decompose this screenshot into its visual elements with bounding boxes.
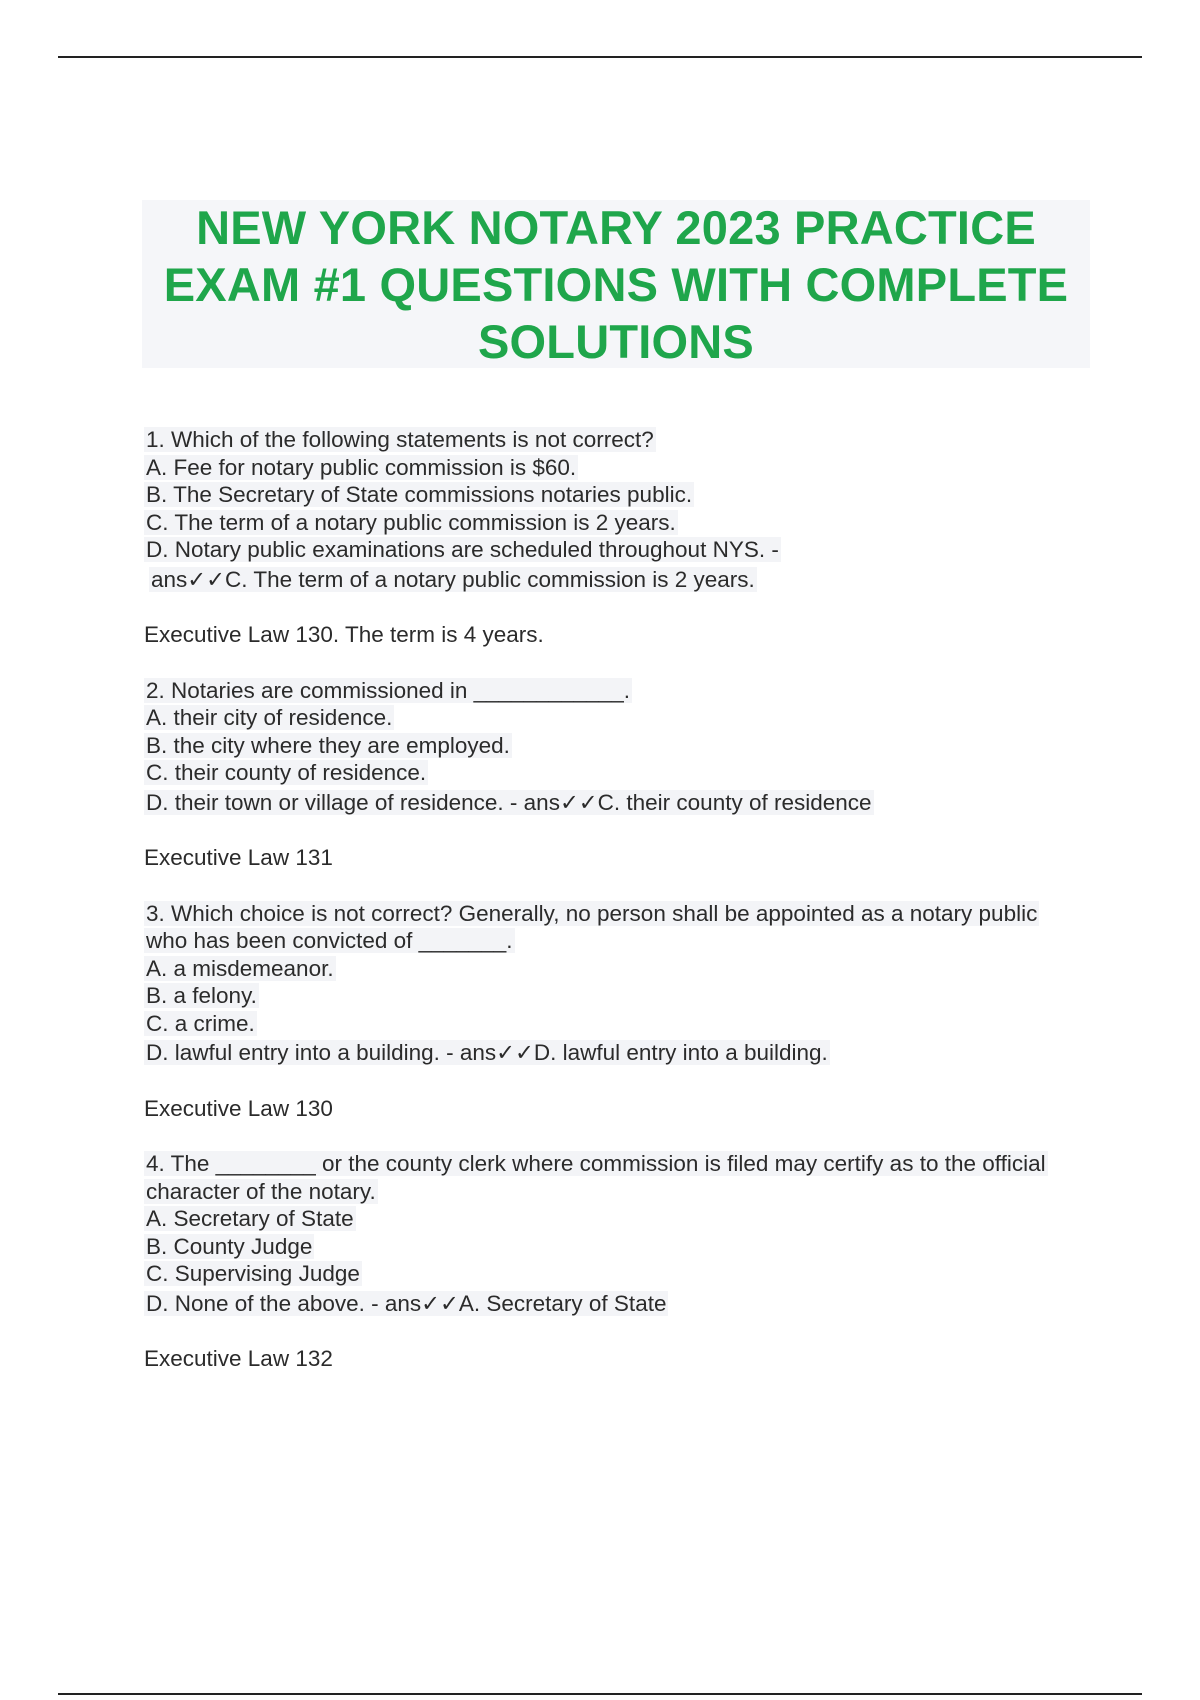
- option-c: C. their county of residence.: [146, 760, 427, 785]
- option-b: B. a felony.: [146, 983, 257, 1008]
- title-line: EXAM #1 QUESTIONS WITH COMPLETE: [163, 257, 1069, 311]
- title-line: SOLUTIONS: [478, 314, 754, 368]
- option-b: B. the city where they are employed.: [146, 732, 510, 758]
- answer-line: D. None of the above. - ans✓✓A. Secretary of State: [146, 1290, 667, 1316]
- question-4: [144, 1150, 1084, 1373]
- question-text: 1. Which of the following statements is not correct?: [146, 427, 654, 452]
- question-2: [144, 677, 1084, 872]
- option-b: B. The Secretary of State commissions notaries public.: [146, 482, 693, 507]
- law-reference: Executive Law 130. The term is 4 years.: [144, 622, 544, 647]
- question-3: [144, 900, 1084, 1123]
- bottom-rule: [58, 1693, 1142, 1695]
- document-title: [142, 199, 1090, 370]
- answer-line: D. lawful entry into a building. - ans✓✓D. lawful entry into a building.: [146, 1040, 828, 1065]
- option-a: A. Secretary of State: [146, 1206, 354, 1231]
- option-c: C. The term of a notary public commission is 2 years.: [146, 509, 676, 535]
- option-d: D. Notary public examinations are scheduled throughout NYS. -: [146, 537, 779, 562]
- law-reference: Executive Law 132: [144, 1346, 333, 1371]
- option-c: C. a crime.: [146, 1010, 255, 1036]
- answer-line: ans✓✓C. The term of a notary public commission is 2 years.: [151, 566, 755, 592]
- question-text: 4. The ________ or the county clerk where commission is filed may certify as to the official: [146, 1151, 1046, 1176]
- questions-section: [144, 426, 1084, 1401]
- law-reference: Executive Law 130: [144, 1095, 333, 1121]
- question-text-cont: who has been convicted of _______.: [146, 928, 513, 953]
- question-text-cont: character of the notary.: [146, 1178, 376, 1204]
- title-banner: [142, 200, 1090, 368]
- question-1: [144, 426, 1084, 649]
- title-line: NEW YORK NOTARY 2023 PRACTICE: [196, 200, 1036, 254]
- question-text: 2. Notaries are commissioned in ____________.: [146, 677, 631, 703]
- option-c: C. Supervising Judge: [146, 1261, 360, 1286]
- option-a: A. their city of residence.: [146, 705, 393, 730]
- answer-line: D. their town or village of residence. - ans✓✓C. their county of residence: [146, 789, 872, 815]
- option-a: A. Fee for notary public commission is $60.: [146, 454, 577, 480]
- option-a: A. a misdemeanor.: [146, 955, 334, 981]
- law-reference: Executive Law 131: [144, 845, 333, 870]
- option-b: B. County Judge: [146, 1233, 313, 1259]
- top-rule: [58, 56, 1142, 58]
- question-text: 3. Which choice is not correct? Generally, no person shall be appointed as a notary public: [146, 900, 1038, 926]
